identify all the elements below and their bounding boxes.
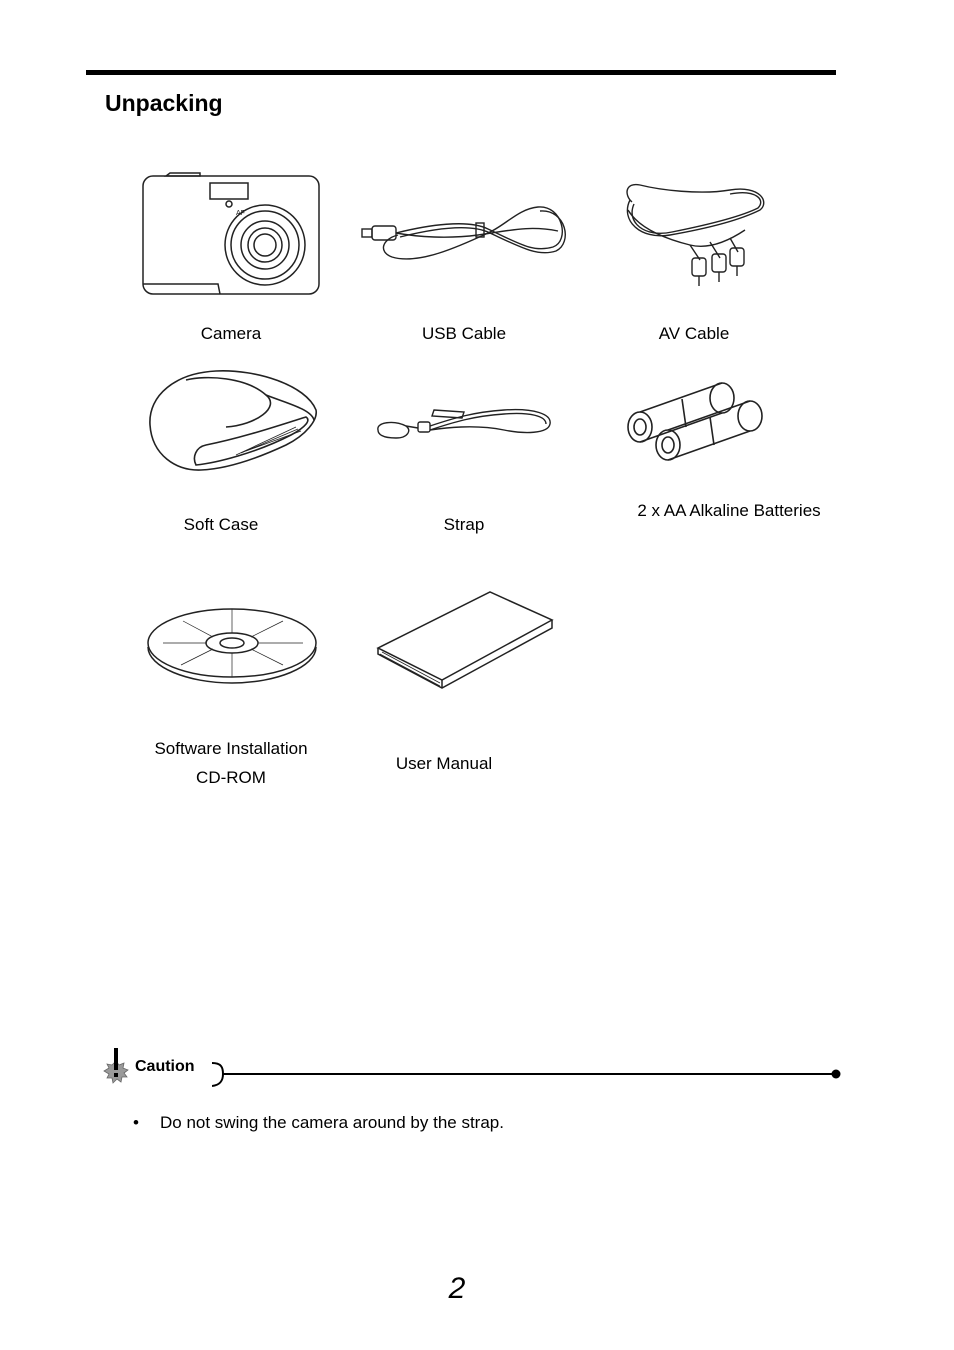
user-manual-caption: User Manual bbox=[395, 754, 493, 773]
caution-divider bbox=[212, 1062, 844, 1088]
section-title: Unpacking bbox=[105, 90, 223, 116]
cd-rom-icon bbox=[143, 603, 321, 685]
caution-bullet-text: Do not swing the camera around by the strap. bbox=[160, 1113, 504, 1132]
usb-cable-icon bbox=[358, 195, 570, 273]
av-cable-caption: AV Cable bbox=[658, 324, 730, 343]
cd-rom-caption-line1: Software Installation bbox=[154, 739, 308, 758]
usb-cable-caption: USB Cable bbox=[421, 324, 507, 343]
batteries-icon bbox=[622, 375, 770, 467]
camera-icon bbox=[140, 170, 322, 298]
bullet-marker: • bbox=[133, 1113, 139, 1132]
batteries-caption: 2 x AA Alkaline Batteries bbox=[637, 501, 821, 520]
camera-caption: Camera bbox=[200, 324, 262, 343]
page-number: 2 bbox=[448, 1272, 466, 1305]
soft-case-icon bbox=[146, 365, 320, 477]
strap-icon bbox=[374, 398, 554, 443]
av-cable-icon bbox=[620, 180, 770, 288]
caution-icon bbox=[101, 1047, 131, 1087]
strap-caption: Strap bbox=[443, 515, 485, 534]
svg-text:AF: AF bbox=[236, 210, 245, 217]
top-rule bbox=[86, 70, 836, 75]
manual-icon bbox=[372, 588, 556, 700]
caution-label: Caution bbox=[135, 1058, 195, 1075]
cd-rom-caption-line2: CD-ROM bbox=[196, 768, 266, 787]
soft-case-caption: Soft Case bbox=[183, 515, 259, 534]
